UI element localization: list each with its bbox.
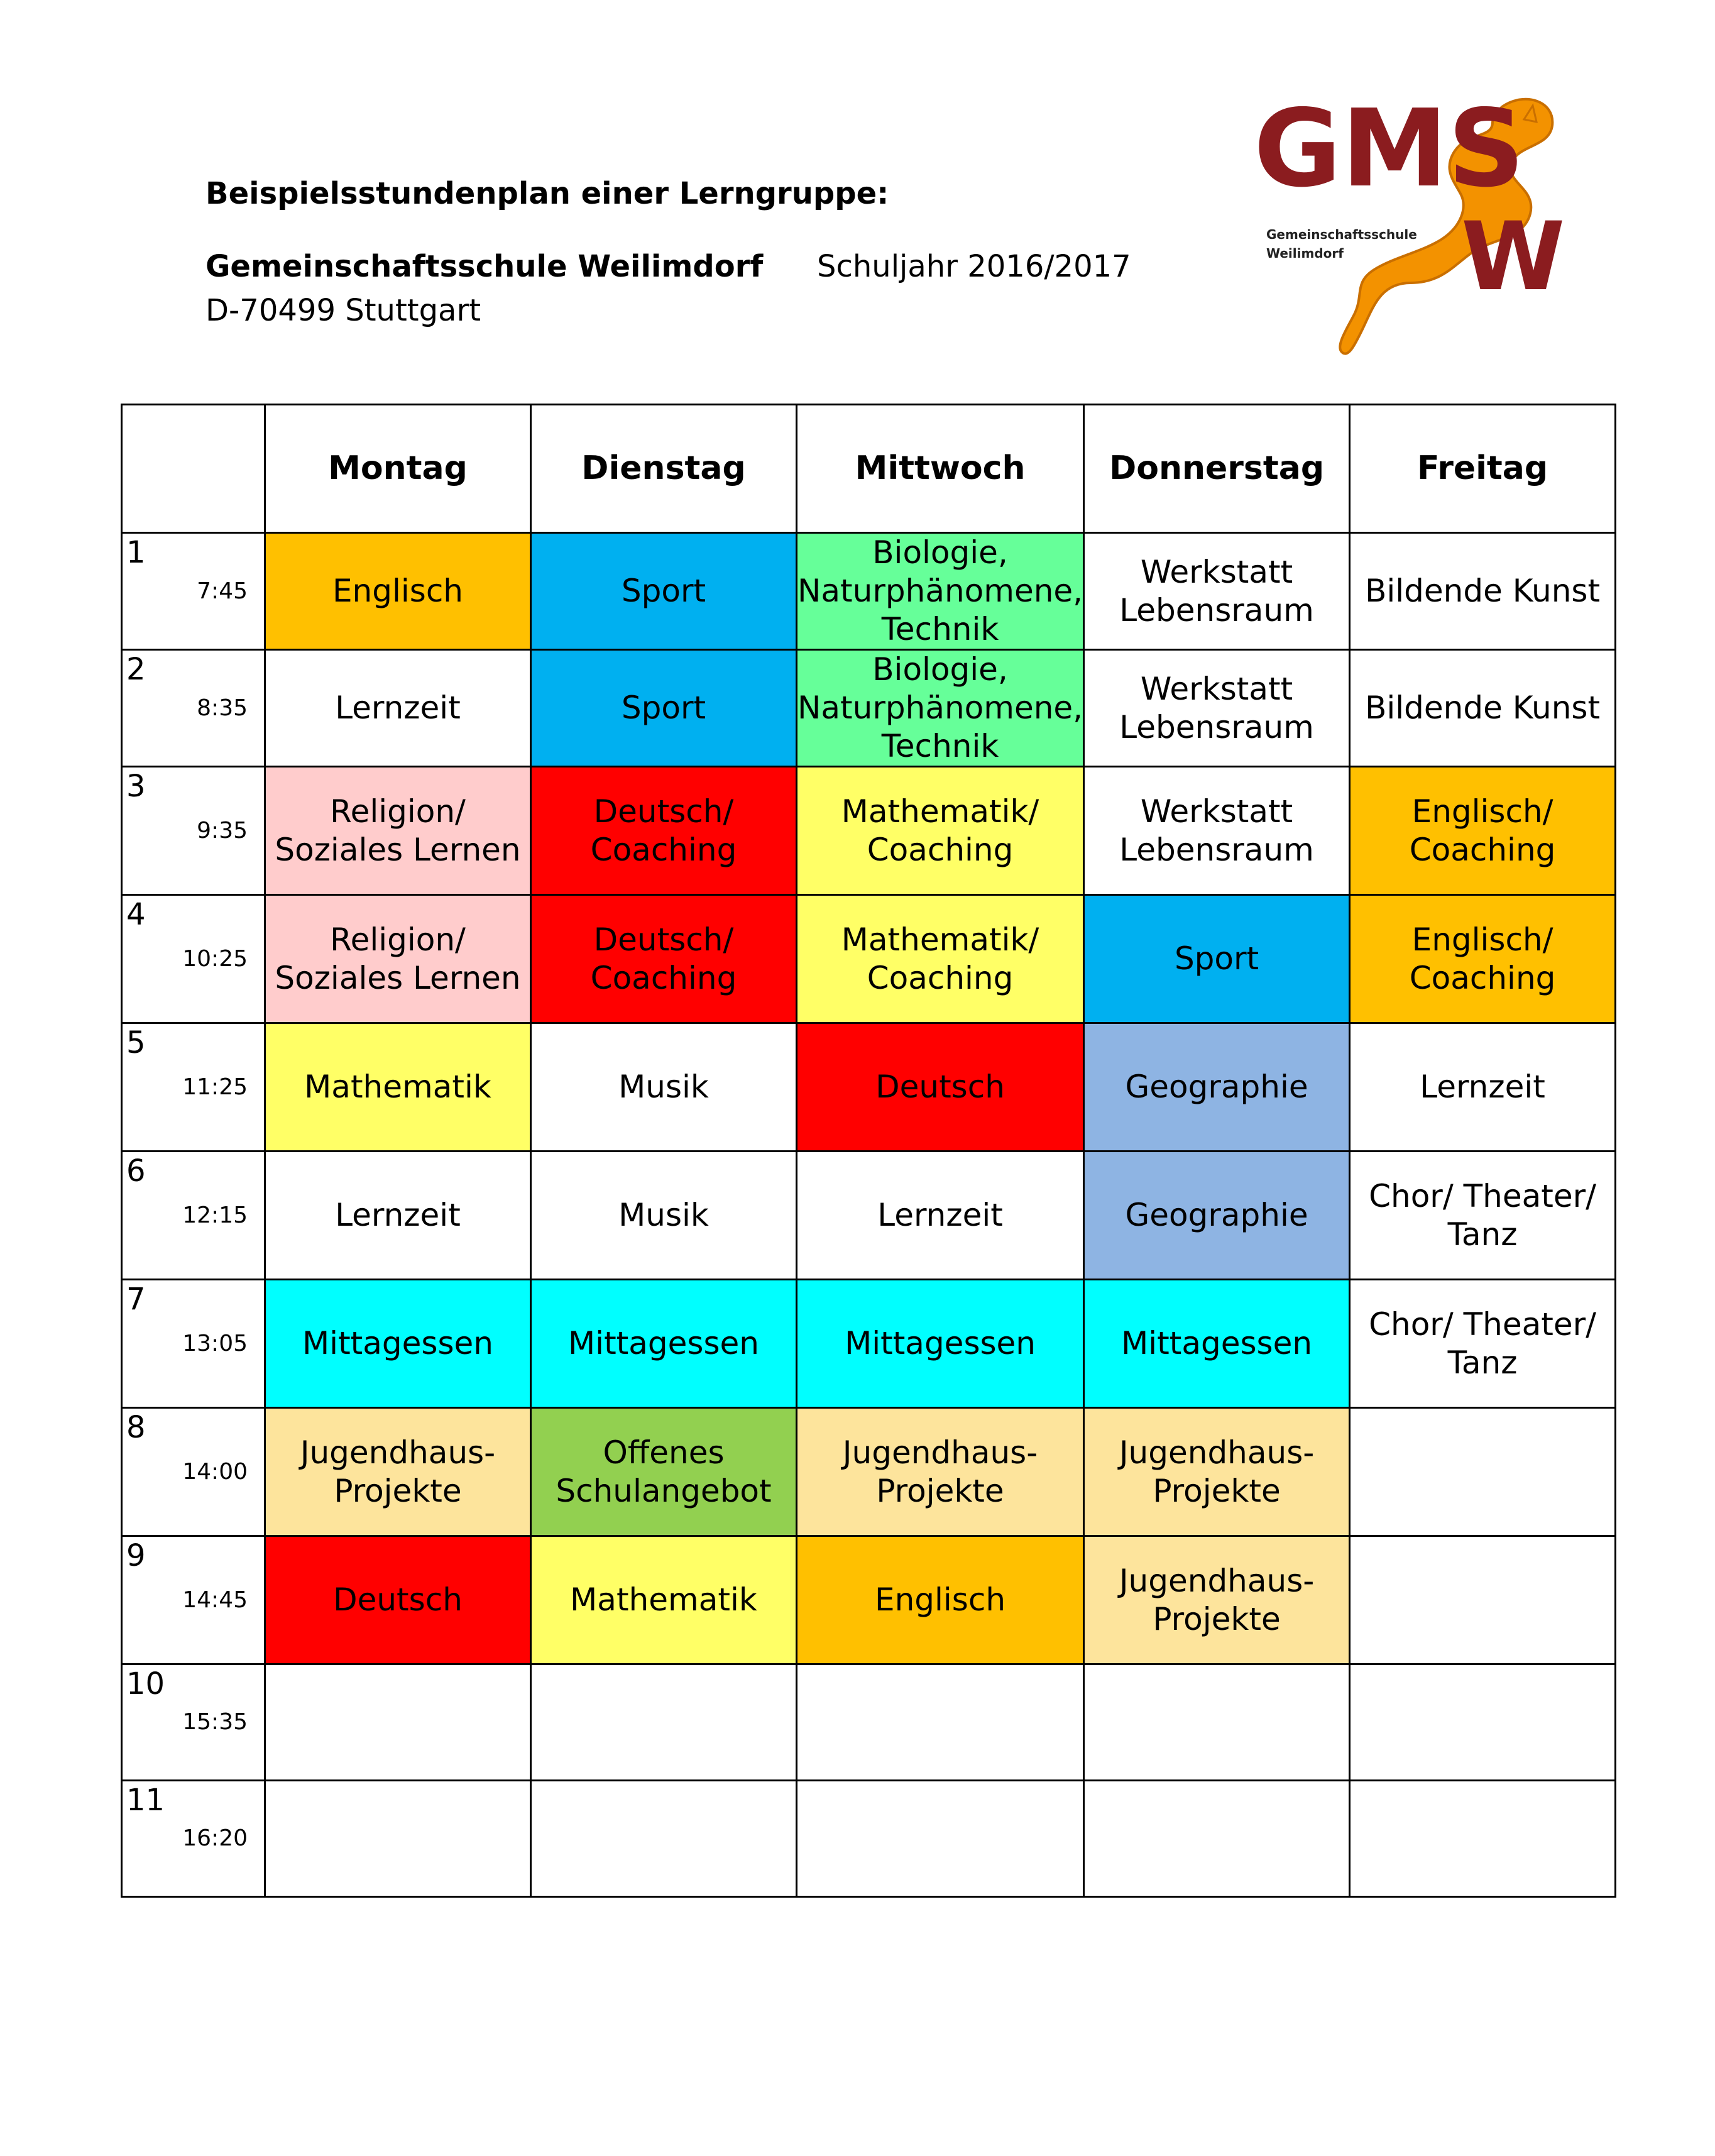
lesson-cell: [797, 767, 1084, 895]
lesson-cell: [797, 533, 1084, 650]
corner-cell: [122, 405, 265, 533]
period-number: 3: [126, 769, 146, 804]
period-number: 9: [126, 1538, 146, 1573]
lesson-cell: [265, 533, 531, 650]
lesson-cell: [531, 650, 797, 767]
lesson-cell: [1084, 895, 1350, 1023]
lesson-cell: [265, 1280, 531, 1408]
lesson-text: Lernzeit: [877, 1197, 1003, 1233]
document-title: Beispielsstundenplan einer Lerngruppe:: [205, 176, 889, 211]
period-cell: [122, 1536, 265, 1664]
lesson-cell: [531, 1408, 797, 1536]
lesson-text: Deutsch/ Coaching: [590, 921, 737, 996]
lesson-cell: [1350, 1023, 1616, 1152]
lesson-cell: [1350, 1664, 1616, 1781]
period-time: 11:25: [182, 1074, 248, 1100]
lesson-cell: [1084, 650, 1350, 767]
lesson-text: Jugendhaus- Projekte: [300, 1434, 496, 1509]
lesson-cell: [265, 767, 531, 895]
period-row: [122, 1536, 1616, 1664]
lesson-cell: [1084, 1781, 1350, 1897]
period-time: 14:00: [182, 1458, 248, 1485]
lesson-cell: [265, 1152, 531, 1280]
lesson-cell: [797, 1408, 1084, 1536]
period-number: 8: [126, 1410, 146, 1445]
lesson-text: Jugendhaus- Projekte: [1119, 1434, 1315, 1509]
lesson-cell: [797, 650, 1084, 767]
period-time: 7:45: [197, 578, 248, 604]
lesson-text: Mittagessen: [568, 1325, 759, 1361]
lesson-cell: [265, 1536, 531, 1664]
school-logo: [1254, 94, 1606, 365]
lesson-text: Lernzeit: [1420, 1069, 1545, 1105]
day-header-friday: Freitag: [1350, 405, 1616, 533]
lesson-cell: [1084, 1023, 1350, 1152]
logo-line2: Weilimdorf: [1266, 246, 1344, 261]
lesson-cell: [797, 1664, 1084, 1781]
period-number: 6: [126, 1153, 146, 1189]
lesson-text: Werkstatt Lebensraum: [1119, 670, 1314, 745]
lesson-text: Deutsch: [333, 1581, 463, 1618]
lesson-text: Englisch/ Coaching: [1409, 793, 1556, 868]
period-time: 8:35: [197, 695, 248, 721]
timetable: [121, 404, 1616, 1898]
lesson-text: Jugendhaus- Projekte: [1119, 1562, 1315, 1637]
lesson-cell: [265, 1408, 531, 1536]
period-time: 15:35: [182, 1709, 248, 1735]
period-number: 2: [126, 652, 146, 687]
period-row: [122, 895, 1616, 1023]
logo-letter-w: W: [1461, 202, 1565, 312]
period-row: [122, 650, 1616, 767]
day-header-tuesday: Dienstag: [531, 405, 797, 533]
lesson-text: Mathematik/ Coaching: [841, 793, 1039, 868]
period-time: 16:20: [182, 1825, 248, 1851]
school-address: D-70499 Stuttgart: [205, 293, 481, 328]
period-number: 7: [126, 1282, 146, 1317]
period-row: [122, 1664, 1616, 1781]
lesson-text: Englisch: [332, 573, 464, 609]
lesson-cell: [1084, 533, 1350, 650]
period-row: [122, 1280, 1616, 1408]
period-row: [122, 1781, 1616, 1897]
lesson-text: Mittagessen: [1121, 1325, 1313, 1361]
period-cell: [122, 1781, 265, 1897]
lesson-text: Musik: [618, 1197, 709, 1233]
lesson-cell: [531, 1536, 797, 1664]
lesson-text: Mathematik/ Coaching: [841, 921, 1039, 996]
lesson-text: Chor/ Theater/ Tanz: [1369, 1177, 1596, 1253]
lesson-text: Bildende Kunst: [1365, 690, 1601, 726]
lesson-cell: [797, 895, 1084, 1023]
period-row: [122, 1408, 1616, 1536]
lesson-text: Mathematik: [304, 1069, 491, 1105]
lesson-cell: [531, 1781, 797, 1897]
lesson-cell: [1350, 1408, 1616, 1536]
lesson-cell: [797, 1536, 1084, 1664]
lesson-text: Werkstatt Lebensraum: [1119, 553, 1314, 629]
lesson-cell: [1350, 1781, 1616, 1897]
lesson-cell: [1350, 533, 1616, 650]
period-number: 4: [126, 897, 146, 932]
lesson-text: Sport: [621, 690, 706, 726]
lesson-cell: [265, 650, 531, 767]
period-time: 10:25: [182, 945, 248, 972]
lesson-cell: [265, 1781, 531, 1897]
lesson-cell: [1350, 1280, 1616, 1408]
lesson-text: Bildende Kunst: [1365, 573, 1601, 609]
lesson-cell: [1084, 1536, 1350, 1664]
lesson-text: Mathematik: [570, 1581, 757, 1618]
lesson-text: Chor/ Theater/ Tanz: [1369, 1306, 1596, 1381]
lesson-cell: [265, 1023, 531, 1152]
lesson-cell: [1350, 1536, 1616, 1664]
period-time: 9:35: [197, 817, 248, 844]
lesson-text: Musik: [618, 1069, 709, 1105]
lesson-text: Englisch/ Coaching: [1409, 921, 1556, 996]
lesson-text: Deutsch/ Coaching: [590, 793, 737, 868]
lesson-text: Offenes Schulangebot: [556, 1434, 772, 1509]
period-cell: [122, 1152, 265, 1280]
lesson-text: Lernzeit: [335, 1197, 461, 1233]
lesson-cell: [265, 895, 531, 1023]
lesson-cell: [531, 1664, 797, 1781]
lesson-cell: [1084, 1408, 1350, 1536]
period-cell: [122, 895, 265, 1023]
day-header-wednesday: Mittwoch: [797, 405, 1084, 533]
lesson-text: Deutsch: [875, 1069, 1005, 1105]
lesson-cell: [531, 533, 797, 650]
period-time: 13:05: [182, 1330, 248, 1356]
lesson-text: Biologie, Naturphänomene, Technik: [797, 534, 1083, 647]
lesson-text: Religion/ Soziales Lernen: [275, 921, 521, 996]
period-time: 12:15: [182, 1202, 248, 1228]
day-header-thursday: Donnerstag: [1084, 405, 1350, 533]
lesson-cell: [531, 1152, 797, 1280]
lesson-text: Geographie: [1125, 1069, 1308, 1105]
period-cell: [122, 1023, 265, 1152]
lesson-text: Englisch: [875, 1581, 1006, 1618]
lesson-cell: [797, 1023, 1084, 1152]
period-number: 11: [126, 1783, 165, 1818]
lesson-text: Sport: [621, 573, 706, 609]
period-cell: [122, 767, 265, 895]
period-row: [122, 1152, 1616, 1280]
period-cell: [122, 1280, 265, 1408]
lesson-cell: [531, 1023, 797, 1152]
lesson-cell: [265, 1664, 531, 1781]
lesson-cell: [797, 1280, 1084, 1408]
lesson-cell: [1084, 1664, 1350, 1781]
logo-letters: GMS: [1254, 94, 1525, 211]
lesson-text: Werkstatt Lebensraum: [1119, 793, 1314, 868]
lesson-text: Religion/ Soziales Lernen: [275, 793, 521, 868]
timetable-header-row: [122, 405, 1616, 533]
lesson-text: Mittagessen: [845, 1325, 1036, 1361]
lesson-cell: [797, 1152, 1084, 1280]
period-row: [122, 533, 1616, 650]
lesson-cell: [797, 1781, 1084, 1897]
logo-line1: Gemeinschaftsschule: [1266, 227, 1417, 242]
period-cell: [122, 533, 265, 650]
period-cell: [122, 1408, 265, 1536]
school-year: Schuljahr 2016/2017: [817, 249, 1131, 284]
period-number: 5: [126, 1025, 146, 1060]
lesson-text: Sport: [1174, 940, 1259, 977]
school-name: Gemeinschaftsschule Weilimdorf: [205, 249, 764, 284]
lesson-cell: [1350, 895, 1616, 1023]
day-header-monday: Montag: [265, 405, 531, 533]
lesson-text: Jugendhaus- Projekte: [842, 1434, 1038, 1509]
lesson-cell: [1084, 767, 1350, 895]
lesson-cell: [531, 767, 797, 895]
lesson-cell: [1084, 1152, 1350, 1280]
period-number: 10: [126, 1666, 165, 1702]
period-time: 14:45: [182, 1587, 248, 1613]
lesson-cell: [531, 1280, 797, 1408]
lesson-text: Lernzeit: [335, 690, 461, 726]
lesson-text: Mittagessen: [302, 1325, 493, 1361]
lesson-cell: [1350, 1152, 1616, 1280]
period-cell: [122, 1664, 265, 1781]
lesson-cell: [531, 895, 797, 1023]
period-row: [122, 1023, 1616, 1152]
lesson-cell: [1350, 767, 1616, 895]
period-row: [122, 767, 1616, 895]
lesson-cell: [1350, 650, 1616, 767]
lesson-text: Geographie: [1125, 1197, 1308, 1233]
period-number: 1: [126, 535, 146, 570]
period-cell: [122, 650, 265, 767]
lesson-text: Biologie, Naturphänomene, Technik: [797, 651, 1083, 764]
lesson-cell: [1084, 1280, 1350, 1408]
